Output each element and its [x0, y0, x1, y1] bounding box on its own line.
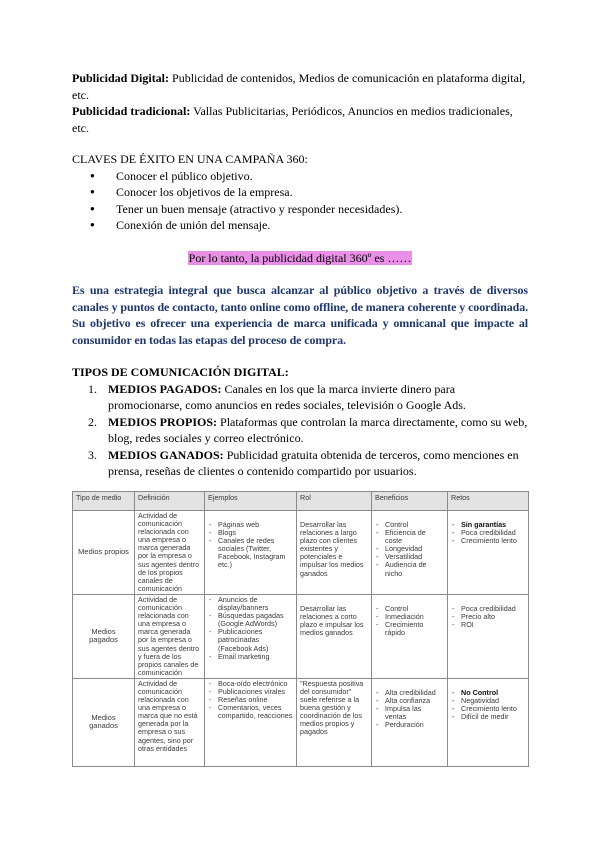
definition-paragraph: Es una estrategia integral que busca alcanzar al público objetivo a través de diversos canales y puntos de contacto, tanto online como offline, de manera coherente y coordinada. Su objetivo es ofrecer una experiencia de marca unificada y omnicanal que impacte al consumidor en todas las etapas del proceso de compra. [72, 283, 528, 347]
type-cell: Medios pagados [73, 594, 135, 678]
list-item: ● Conocer el público objetivo. [116, 168, 528, 185]
challenges-cell: - Poca credibilidad - Precio alto - ROI [448, 594, 529, 678]
benefits-cell: - Alta credibilidad - Alta confianza - Impulsa las ventas - Perduración [372, 678, 448, 766]
header-cell: Rol [297, 492, 372, 511]
examples-cell: - Páginas web - Blogs - Canales de redes sociales (Twitter, Facebook, Instagram etc.) [205, 511, 297, 595]
definition-cell: Actividad de comunicación relacionada con una empresa o marca generada por la empresa o sus agentes dentro y fuera de los propios canales de comunicación [135, 594, 205, 678]
challenges-cell: - No Control - Negatividad - Crecimiento lento - Difícil de medir [448, 678, 529, 766]
table-row [73, 511, 529, 595]
tipos-list [72, 381, 528, 480]
header-cell: Definición [135, 492, 205, 511]
claves-title: CLAVES DE ÉXITO EN UNA CAMPAÑA 360: [72, 152, 308, 166]
benefits-cell: - Control - Eficiencia de coste - Longevidad - Versatilidad - Audiencia de nicho [372, 511, 448, 595]
type-cell: Medios ganados [73, 678, 135, 766]
examples-cell: - Anuncios de display/banners - Búsquedas pagadas (Google AdWords) - Publicaciones patrocinadas (Facebook Ads) - Email marketing [205, 594, 297, 678]
header-cell: Tipo de medio [73, 492, 135, 511]
list-item: 2. MEDIOS PROPIOS: Plataformas que controlan la marca directamente, como su web, blog, redes sociales y correo electrónico. [88, 414, 528, 445]
role-cell: Desarrollar las relaciones a corto plazo e impulsar los medios ganados [297, 594, 372, 678]
examples-cell: - Boca-oído electrónico - Publicaciones virales - Reseñas online - Comentarios, veces compartido, reacciones [205, 678, 297, 766]
table-header-row [73, 492, 529, 511]
benefits-cell: - Control - Inmediación - Crecimiento rápido [372, 594, 448, 678]
claves-list [72, 168, 528, 234]
highlight-line [72, 250, 528, 267]
list-item: 1. MEDIOS PAGADOS: Canales en los que la marca invierte dinero para promocionarse, como anuncios en redes sociales, televisión o Google Ads. [88, 381, 466, 412]
highlighted-text: Por lo tanto, la publicidad digital 360º es …… [188, 250, 412, 265]
header-cell: Retos [448, 492, 529, 511]
intro-traditional: Publicidad tradicional: Vallas Publicitarias, Periódicos, Anuncios en medios tradicionales, etc. [72, 104, 513, 135]
list-item: ● Conexión de unión del mensaje. [116, 217, 528, 234]
table-row [73, 594, 529, 678]
type-cell: Medios propios [73, 511, 135, 595]
tipos-title: TIPOS DE COMUNICACIÓN DIGITAL: [72, 365, 289, 379]
header-cell: Ejemplos [205, 492, 297, 511]
role-cell: "Respuesta positiva del consumidor" suele referirse a la buena gestión y coordinación de los medios propios y pagados [297, 678, 372, 766]
table-row [73, 678, 529, 766]
media-comparison-table [72, 491, 529, 767]
definition-cell: Actividad de comunicación relacionada con una empresa o marca generada por la empresa o sus agentes dentro de los propios canales de comunicación [135, 511, 205, 595]
document-body [72, 70, 528, 480]
definition-cell: Actividad de comunicación relacionada con una empresa o marca que no está generada por la empresa o sus agentes, sino por otras entidades [135, 678, 205, 766]
header-cell: Beneficios [372, 492, 448, 511]
role-cell: Desarrollar las relaciones a largo plazo con clientes existentes y potenciales e impulsar los medios ganados [297, 511, 372, 595]
list-item: ● Tener un buen mensaje (atractivo y responder necesidades). [116, 201, 528, 218]
intro-digital: Publicidad Digital: Publicidad de contenidos, Medios de comunicación en plataforma digital, etc. [72, 71, 526, 102]
list-item: 3. MEDIOS GANADOS: Publicidad gratuita obtenida de terceros, como menciones en prensa, reseñas de clientes o contenido compartido por usuarios. [88, 447, 519, 478]
challenges-cell: - Sin garantías - Poca credibilidad - Crecimiento lento [448, 511, 529, 595]
list-item: ● Conocer los objetivos de la empresa. [116, 184, 528, 201]
